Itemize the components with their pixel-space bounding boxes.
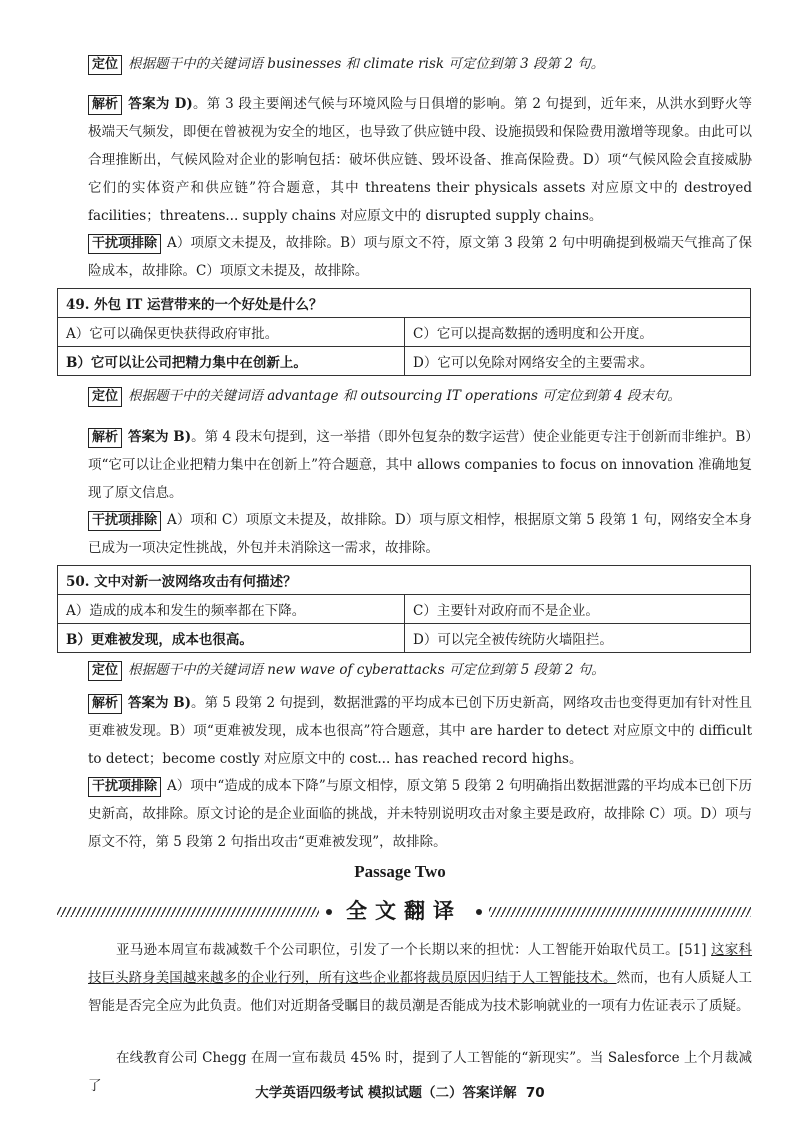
analysis-49 <box>88 423 752 507</box>
distractor-49 <box>88 506 752 562</box>
distractor-text: A）项原文未提及，故排除。B）项与原文不符，原文第 3 段第 2 句中明确提到极端天气推高了保险成本，故排除。C）项原文未提及，故排除。 <box>88 235 752 279</box>
analysis-48 <box>88 90 752 230</box>
paragraph-text: 在线教育公司 Chegg 在周一宣布裁员 45% 时，提到了人工智能的“新现实”。当 Salesforce 上个月裁减了 <box>88 1050 752 1094</box>
analysis-tag: 解析 <box>88 95 122 115</box>
analysis-tag: 解析 <box>88 428 122 448</box>
paragraph-text: 亚马逊本周宣布裁减数千个公司职位，引发了一个长期以来的担忧：人工智能开始取代员工。[51] <box>116 942 712 958</box>
locate-text: 根据题干中的关键词语 new wave of cyberattacks 可定位到第 5 段第 2 句。 <box>128 662 605 678</box>
locate-note-50 <box>88 656 752 684</box>
answer-label: 答案为 D) <box>128 96 193 112</box>
locate-tag: 定位 <box>88 387 122 407</box>
question-49-title: 49. 外包 IT 运营带来的一个好处是什么？ <box>58 289 751 318</box>
analysis-tag: 解析 <box>88 694 122 714</box>
locate-tag: 定位 <box>88 661 122 681</box>
analysis-50 <box>88 689 752 773</box>
distractor-tag: 干扰项排除 <box>88 511 161 531</box>
option-50-a: A）造成的成本和发生的频率都在下降。 <box>58 595 405 624</box>
answer-label: 答案为 B) <box>128 695 192 711</box>
passage-title: Passage Two <box>354 862 446 881</box>
translation-banner <box>57 895 751 929</box>
distractor-50 <box>88 772 752 856</box>
banner-title: 全文翻译 <box>346 899 462 923</box>
analysis-text: 。第 4 段末句提到，这一举措（即外包复杂的数字运营）使企业能更专注于创新而非维护。B）项“它可以让企业把精力集中在创新上”符合题意，其中 allows companies to focus on innovation 准确地复现了原文信息。 <box>88 429 753 501</box>
analysis-text: 。第 5 段第 2 句提到，数据泄露的平均成本已创下历史新高，网络攻击也变得更加有针对性且更难被发现。B）项“更难被发现，成本也很高”符合题意，其中 are harder to detect 对应原文中的 difficult to detect；become costly 对应原文中的 cost... has reached record highs。 <box>88 695 752 767</box>
distractor-tag: 干扰项排除 <box>88 234 161 254</box>
underlined-sentence: 这家科技巨头跻身美国越来越多的企业行列，所有这些企业都将裁员原因归结于人工智能技术。 <box>88 942 753 986</box>
locate-note-49 <box>88 382 752 410</box>
locate-tag: 定位 <box>88 55 122 75</box>
page-number: 70 <box>525 1085 545 1101</box>
paragraph-text: 然而，也有人质疑人工智能是否完全应为此负责。他们对近期备受瞩目的裁员潮是否能成为技术影响就业的一项有力佐证表示了质疑。 <box>88 970 752 1014</box>
page-footer <box>0 1081 800 1101</box>
question-49-table <box>57 288 751 376</box>
locate-text: 根据题干中的关键词语 advantage 和 outsourcing IT operations 可定位到第 4 段末句。 <box>128 388 681 404</box>
locate-text: 根据题干中的关键词语 businesses 和 climate risk 可定位到第 3 段第 2 句。 <box>128 56 605 72</box>
option-49-b: B）它可以让公司把精力集中在创新上。 <box>58 347 405 376</box>
option-49-c: C）它可以提高数据的透明度和公开度。 <box>405 318 751 347</box>
translation-paragraph-1 <box>88 936 752 1020</box>
analysis-text: 。第 3 段主要阐述气候与环境风险与日俱增的影响。第 2 句提到，近年来，从洪水到野火等极端天气频发，即便在曾被视为安全的地区，也导致了供应链中段、设施损毁和保险费用激增等现象。由此可以合理推断出，气候风险对企业的影响包括：破坏供应链、毁坏设备、推高保险费。D）项“气候风险会直接威胁它们的实体资产和供应链”符合题意，其中 threatens their physicals assets 对应原文中的 destroyed facilities；threatens... supply chains 对应原文中的 disrupted supply chains。 <box>88 96 753 224</box>
option-50-b: B）更难被发现，成本也很高。 <box>58 624 405 653</box>
distractor-text: A）项和 C）项原文未提及，故排除。D）项与原文相悖，根据原文第 5 段第 1 句，网络安全本身已成为一项决定性挑战，外包并未消除这一需求，故排除。 <box>88 512 752 556</box>
distractor-tag: 干扰项排除 <box>88 777 161 797</box>
distractor-48 <box>88 229 752 285</box>
question-50-title: 50. 文中对新一波网络攻击有何描述？ <box>58 566 751 595</box>
option-49-a: A）它可以确保更快获得政府审批。 <box>58 318 405 347</box>
option-50-d: D）可以完全被传统防火墙阻拦。 <box>405 624 751 653</box>
option-50-c: C）主要针对政府而不是企业。 <box>405 595 751 624</box>
footer-title: 大学英语四级考试 模拟试题（二）答案详解 <box>255 1085 517 1101</box>
distractor-text: A）项中“造成的成本下降”与原文相悖，原文第 5 段第 2 句明确指出数据泄露的平均成本已创下历史新高，故排除。原文讨论的是企业面临的挑战，并未特别说明攻击对象主要是政府，故排除 C）项。D）项与原文不符，第 5 段第 2 句指出攻击“更难被发现”，故排除。 <box>88 778 752 850</box>
answer-label: 答案为 B) <box>128 429 192 445</box>
question-50-table <box>57 565 751 653</box>
locate-note-48 <box>88 50 752 78</box>
option-49-d: D）它可以免除对网络安全的主要需求。 <box>405 347 751 376</box>
